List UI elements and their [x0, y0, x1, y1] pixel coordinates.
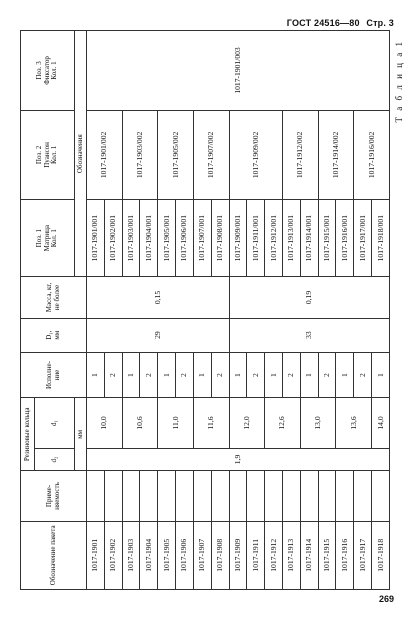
row-code: 1017-1906 [176, 521, 194, 589]
variant-cell: 2 [104, 352, 122, 398]
rotated-table-wrapper [20, 30, 390, 590]
variant-cell: 1 [193, 352, 211, 398]
applicability-cell [282, 471, 300, 521]
row-code: 1017-1908 [211, 521, 229, 589]
table-row [87, 31, 105, 590]
variant-cell: 2 [176, 352, 194, 398]
table-row [229, 31, 247, 590]
col-rings: Резиновые кольца [21, 398, 35, 471]
col-d2: d₂ [35, 448, 75, 471]
variant-cell: 1 [87, 352, 105, 398]
row-code: 1017-1915 [318, 521, 336, 589]
pos1-cell: 1017-1904/001 [140, 199, 158, 277]
col-D1: D₁, мм [21, 318, 87, 352]
pos1-cell: 1017-1915/001 [318, 199, 336, 277]
applicability-cell [211, 471, 229, 521]
d1-cell: 14,0 [372, 398, 390, 448]
pos1-cell: 1017-1913/001 [282, 199, 300, 277]
pos2-cell: 1017-1901/002 [87, 110, 123, 199]
applicability-cell [229, 471, 247, 521]
applicability-cell [122, 471, 140, 521]
row-code: 1017-1916 [336, 521, 354, 589]
page-label: Стр. 3 [366, 18, 394, 28]
pos1-cell: 1017-1917/001 [354, 199, 372, 277]
pos1-cell: 1017-1911/001 [247, 199, 265, 277]
pos1-cell: 1017-1916/001 [336, 199, 354, 277]
variant-cell: 1 [122, 352, 140, 398]
row-code: 1017-1907 [193, 521, 211, 589]
row-code: 1017-1917 [354, 521, 372, 589]
col-applicability: Приме- няемость [21, 471, 87, 521]
variant-cell: 2 [282, 352, 300, 398]
row-code: 1017-1912 [265, 521, 283, 589]
pos2-cell: 1017-1912/002 [282, 110, 318, 199]
col-pos3: Поз. 3 Фиксатор Кол. 1 [21, 31, 75, 111]
applicability-cell [193, 471, 211, 521]
pos1-cell: 1017-1912/001 [265, 199, 283, 277]
d2-cell: 1,9 [87, 448, 390, 471]
d1-cell: 11,6 [193, 398, 229, 448]
page-header [283, 18, 394, 28]
pos2-cell: 1017-1916/002 [354, 110, 390, 199]
applicability-cell [372, 471, 390, 521]
col-designation: Обозначение пакета [21, 521, 87, 589]
D1-cell: 29 [87, 318, 230, 352]
variant-cell: 1 [158, 352, 176, 398]
applicability-cell [176, 471, 194, 521]
mass-cell: 0,15 [87, 277, 230, 318]
applicability-cell [247, 471, 265, 521]
variant-cell: 1 [229, 352, 247, 398]
spec-table [20, 30, 390, 590]
d1-cell: 10,0 [87, 398, 123, 448]
col-pos2: Поз. 2 Пуансон Кол. 1 [21, 110, 75, 199]
d1-cell: 11,0 [158, 398, 194, 448]
col-pos1: Поз. 1 Матрица Кол. 1 [21, 199, 75, 277]
col-mass: Масса, кг, не более [21, 277, 87, 318]
row-code: 1017-1905 [158, 521, 176, 589]
table-title: Т а б л и ц а 1 [394, 40, 404, 123]
d1-cell: 13,6 [336, 398, 372, 448]
pos2-cell: 1017-1907/002 [193, 110, 229, 199]
col-designations: Обозначения [75, 31, 87, 277]
applicability-cell [265, 471, 283, 521]
row-code: 1017-1902 [104, 521, 122, 589]
row-code: 1017-1918 [372, 521, 390, 589]
variant-cell: 1 [372, 352, 390, 398]
variant-cell: 1 [300, 352, 318, 398]
d1-cell: 12,6 [265, 398, 301, 448]
pos1-cell: 1017-1914/001 [300, 199, 318, 277]
pos1-cell: 1017-1901/001 [87, 199, 105, 277]
d1-cell: 10,6 [122, 398, 158, 448]
pos1-cell: 1017-1918/001 [372, 199, 390, 277]
variant-cell: 2 [354, 352, 372, 398]
variant-cell: 2 [318, 352, 336, 398]
row-code: 1017-1913 [282, 521, 300, 589]
variant-cell: 2 [140, 352, 158, 398]
applicability-cell [318, 471, 336, 521]
D1-cell: 33 [229, 318, 390, 352]
applicability-cell [336, 471, 354, 521]
pos1-cell: 1017-1902/001 [104, 199, 122, 277]
pos2-cell: 1017-1905/002 [158, 110, 194, 199]
applicability-cell [87, 471, 105, 521]
mass-cell: 0,19 [229, 277, 390, 318]
standard-code: ГОСТ 24516—80 [286, 18, 360, 28]
variant-cell: 1 [265, 352, 283, 398]
applicability-cell [140, 471, 158, 521]
variant-cell: 2 [211, 352, 229, 398]
pos1-cell: 1017-1906/001 [176, 199, 194, 277]
row-code: 1017-1904 [140, 521, 158, 589]
pos3-cell: 1017-1901/003 [87, 31, 390, 111]
row-code: 1017-1909 [229, 521, 247, 589]
pos1-cell: 1017-1903/001 [122, 199, 140, 277]
row-code: 1017-1901 [87, 521, 105, 589]
pos1-cell: 1017-1907/001 [193, 199, 211, 277]
applicability-cell [158, 471, 176, 521]
applicability-cell [104, 471, 122, 521]
col-mm: мм [75, 398, 87, 471]
col-variant: Исполне- ние [21, 352, 87, 398]
applicability-cell [300, 471, 318, 521]
pos1-cell: 1017-1909/001 [229, 199, 247, 277]
row-code: 1017-1911 [247, 521, 265, 589]
pos2-cell: 1017-1909/002 [229, 110, 282, 199]
page-number: 269 [378, 594, 394, 604]
row-code: 1017-1914 [300, 521, 318, 589]
col-d1: d₁ [35, 398, 75, 448]
d1-cell: 13,0 [300, 398, 336, 448]
pos2-cell: 1017-1914/002 [318, 110, 354, 199]
d1-cell: 12,0 [229, 398, 265, 448]
pos2-cell: 1017-1903/002 [122, 110, 158, 199]
pos1-cell: 1017-1908/001 [211, 199, 229, 277]
variant-cell: 1 [336, 352, 354, 398]
applicability-cell [354, 471, 372, 521]
variant-cell: 2 [247, 352, 265, 398]
pos1-cell: 1017-1905/001 [158, 199, 176, 277]
row-code: 1017-1903 [122, 521, 140, 589]
